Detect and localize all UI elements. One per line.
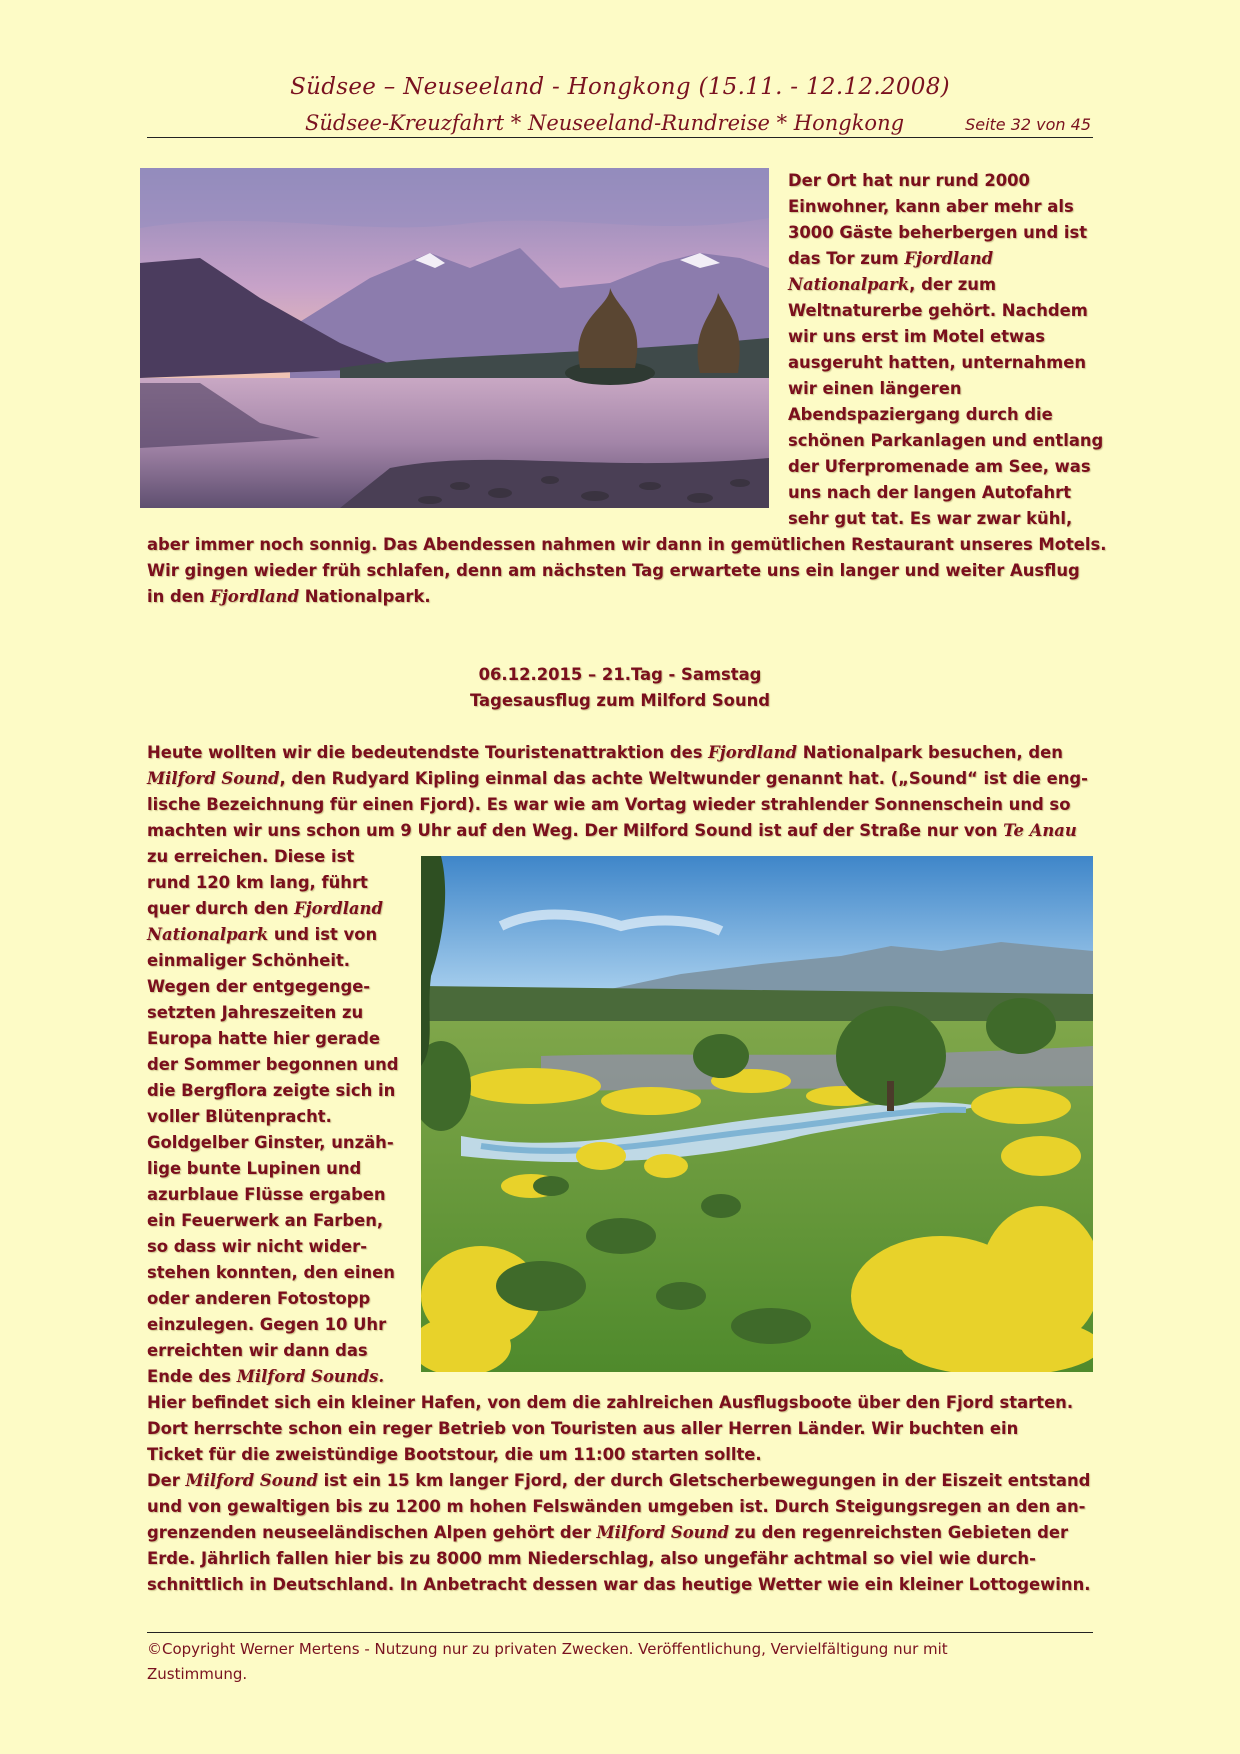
lake-sunset-photo [140, 168, 769, 508]
copyright-footer [147, 1637, 1093, 1687]
column-line: Ende des Milford Sounds. [147, 1367, 385, 1386]
fjordland-italic: Fjordland [294, 899, 383, 918]
column-line: zu erreichen. Diese ist [147, 847, 355, 866]
column-line: ein Feuerwerk an Farben, [147, 1211, 384, 1230]
paragraph-line: Dort herrschte schon ein reger Betrieb von Touristen aus aller Herren Länder. Wir buchten ein [147, 1419, 1019, 1438]
milford-sound-italic: Milford Sound [596, 1523, 729, 1542]
milford-sounds-italic: Milford Sounds. [236, 1367, 385, 1386]
fjordland-italic: Fjordland [708, 743, 797, 762]
footer-rule [147, 1632, 1093, 1633]
intro-line: Nationalpark, der zum [788, 275, 997, 294]
column-line: der Sommer begonnen und [147, 1055, 399, 1074]
column-line: stehen konnten, den einen [147, 1263, 395, 1282]
column-line: Europa hatte hier gerade [147, 1029, 380, 1048]
header-rule [147, 109, 1093, 138]
fjordland-italic: Fjordland [904, 249, 994, 268]
fjordland-italic: Fjordland [210, 587, 300, 606]
paragraph-line: und von gewaltigen bis zu 1200 m hohen Felswänden umgeben ist. Durch Steigungsregen an den an- [147, 1497, 1086, 1516]
paragraph-line: Der Milford Sound ist ein 15 km langer Fjord, der durch Gletscherbewegungen in der Eiszeit entstand [147, 1471, 1091, 1490]
intro-line: aber immer noch sonnig. Das Abendessen nahmen wir dann in gemütlichen Restaurant unseres Motels. [147, 535, 1107, 554]
paragraph-line: lische Bezeichnung für einen Fjord). Es war wie am Vortag wieder strahlender Sonnenschein und so [147, 795, 1071, 814]
column-line: so dass wir nicht wider- [147, 1237, 367, 1256]
intro-line: wir uns erst im Motel etwas [788, 327, 1046, 346]
paragraph-line: Erde. Jährlich fallen hier bis zu 8000 mm Niederschlag, also ungefähr achtmal so viel wie durch- [147, 1549, 1036, 1568]
te-anau-italic: Te Anau [1003, 821, 1077, 840]
intro-line: Weltnaturerbe gehört. Nachdem [788, 301, 1088, 320]
intro-line: wir einen längeren [788, 379, 962, 398]
column-line: die Bergflora zeigte sich in [147, 1081, 396, 1100]
paragraph-line: schnittlich in Deutschland. In Anbetracht dessen war das heutige Wetter wie ein kleiner Lottogewinn. [147, 1575, 1091, 1594]
intro-line: Abendspaziergang durch die [788, 405, 1053, 424]
intro-line: das Tor zum Fjordland [788, 249, 994, 268]
paragraph-line: grenzenden neuseeländischen Alpen gehört der Milford Sound zu den regenreichsten Gebieten der [147, 1523, 1069, 1542]
intro-line: Wir gingen wieder früh schlafen, denn am nächsten Tag erwartete uns ein langer und weiter Ausflug [147, 561, 1080, 580]
milford-sound-italic: Milford Sound [185, 1471, 318, 1490]
intro-line: sehr gut tat. Es war zwar kühl, [788, 509, 1073, 528]
nationalpark-italic: Nationalpark [147, 925, 269, 944]
meadow-gorse-photo [421, 856, 1093, 1372]
paragraph-line: Hier befindet sich ein kleiner Hafen, von dem die zahlreichen Ausflugsboote über den Fjord starten. [147, 1393, 1074, 1412]
paragraph-line: Heute wollten wir die bedeutendste Touristenattraktion des Fjordland Nationalpark besuchen, den [147, 743, 1063, 762]
document-subtitle: Südsee-Kreuzfahrt * Neuseeland-Rundreise * Hongkong [305, 111, 905, 135]
column-line: einmaliger Schönheit. [147, 951, 351, 970]
column-line: setzten Jahreszeiten zu [147, 1003, 364, 1022]
column-line: einzulegen. Gegen 10 Uhr [147, 1315, 387, 1334]
column-line: erreichten wir dann das [147, 1341, 368, 1360]
intro-line: der Uferpromenade am See, was [788, 457, 1091, 476]
intro-line: schönen Parkanlagen und entlang [788, 431, 1104, 450]
milford-sound-italic: Milford Sound [147, 769, 280, 788]
intro-line: in den Fjordland Nationalpark. [147, 587, 431, 606]
column-line: Wegen der entgegenge- [147, 977, 371, 996]
column-line: Goldgelber Ginster, unzäh- [147, 1133, 394, 1152]
column-line: rund 120 km lang, führt [147, 873, 368, 892]
footer-line: ©Copyright Werner Mertens - Nutzung nur zu privaten Zwecken. Veröffentlichung, Vervielfältigung nur mit [147, 1640, 948, 1658]
paragraph-line: Milford Sound, den Rudyard Kipling einmal das achte Weltwunder genannt hat. („Sound“ ist die eng- [147, 769, 1088, 788]
column-line: Nationalpark und ist von [147, 925, 378, 944]
nationalpark-italic: Nationalpark [788, 275, 910, 294]
column-line: oder anderen Fotostopp [147, 1289, 371, 1308]
intro-line: uns nach der langen Autofahrt [788, 483, 1072, 502]
paragraph-line: machten wir uns schon um 9 Uhr auf den Weg. Der Milford Sound ist auf der Straße nur von Te Anau [147, 821, 1077, 840]
document-title: Südsee – Neuseeland - Hongkong (15.11. - 12.12.2008) [290, 74, 950, 100]
intro-line: 3000 Gäste beherbergen und ist [788, 223, 1088, 242]
column-line: azurblaue Flüsse ergaben [147, 1185, 386, 1204]
column-line: voller Blütenpracht. [147, 1107, 332, 1126]
day-heading: 06.12.2015 – 21.Tag - Samstag [478, 665, 762, 684]
footer-line: Zustimmung. [147, 1665, 248, 1683]
column-line: quer durch den Fjordland [147, 899, 383, 918]
intro-line: Einwohner, kann aber mehr als [788, 197, 1074, 216]
intro-line: ausgeruht hatten, unternahmen [788, 353, 1087, 372]
intro-line: Der Ort hat nur rund 2000 [788, 171, 1030, 190]
column-line: lige bunte Lupinen und [147, 1159, 362, 1178]
paragraph-line: Ticket für die zweistündige Bootstour, die um 11:00 starten sollte. [147, 1445, 762, 1464]
day-subheading: Tagesausflug zum Milford Sound [469, 691, 771, 710]
page-number: Seite 32 von 45 [965, 115, 1091, 134]
